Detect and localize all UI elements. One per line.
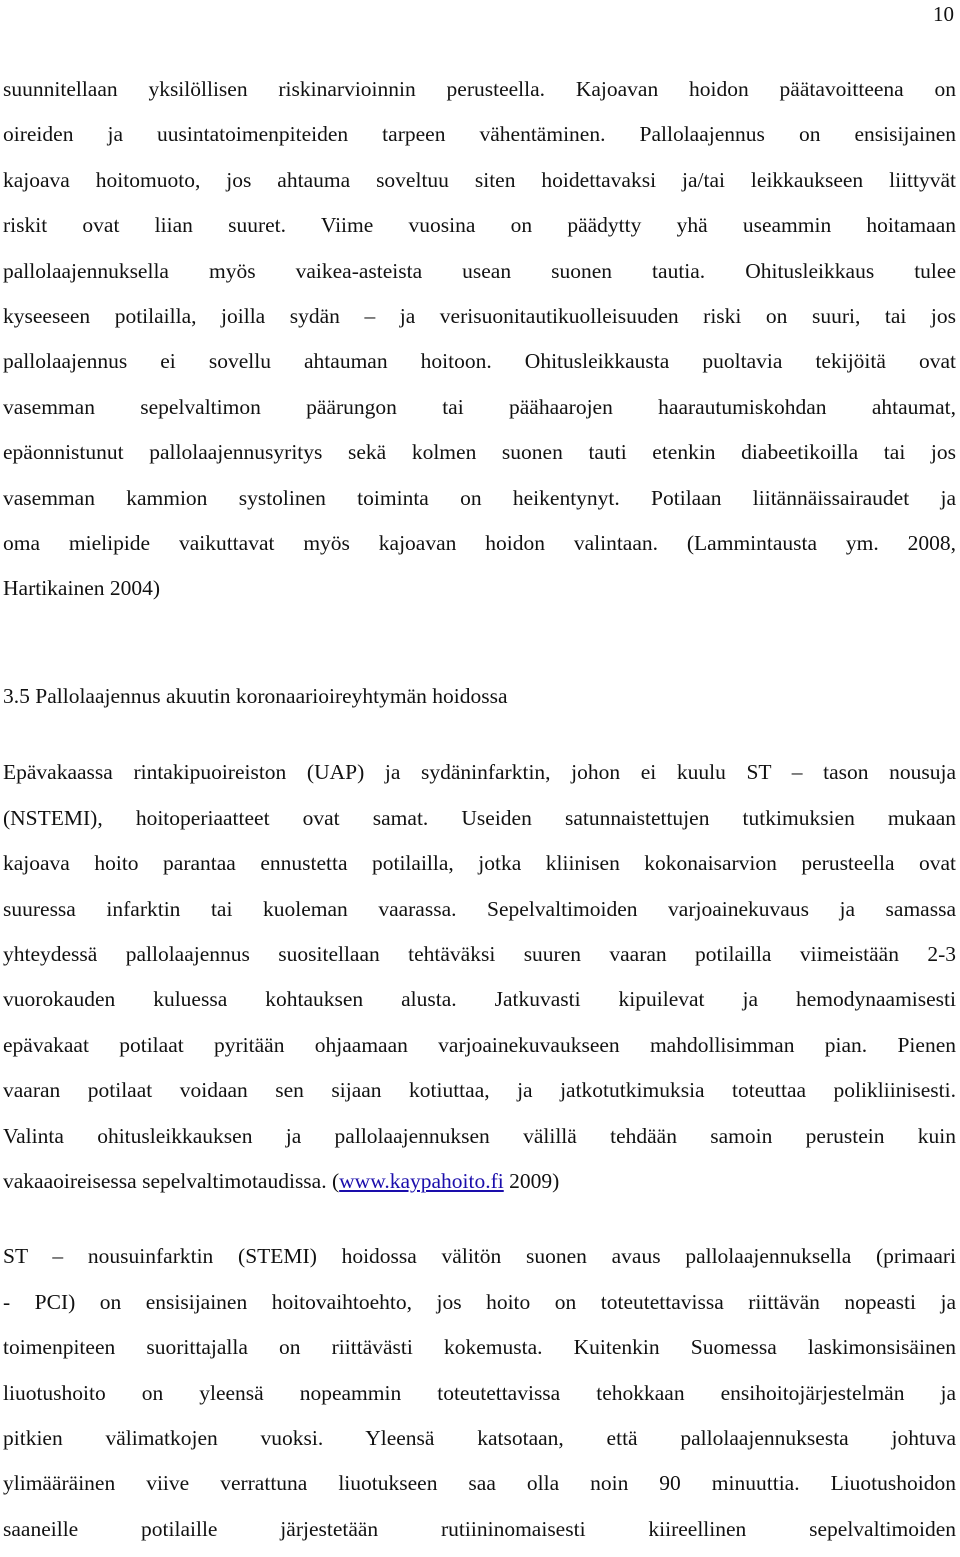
text-line: vaaran potilaat voidaan sen sijaan kotiuttaa, ja jatkotutkimuksia toteuttaa polikliinisesti. — [3, 1078, 956, 1103]
text-line: liuotushoito on yleensä nopeammin toteutettavissa tehokkaan ensihoitojärjestelmän ja — [3, 1380, 956, 1405]
text-line: Valinta ohitusleikkauksen ja pallolaajennuksen välillä tehdään samoin perustein kuin — [3, 1123, 956, 1148]
text-line: - PCI) on ensisijainen hoitovaihtoehto, jos hoito on toteutettavissa riittävän nopeasti ja — [3, 1289, 956, 1314]
document-body — [3, 67, 956, 1552]
text-line: vasemman sepelvaltimon päärungon tai päähaarojen haarautumiskohdan ahtaumat, — [3, 394, 956, 419]
text-line: pitkien välimatkojen vuoksi. Yleensä katsotaan, että pallolaajennuksesta johtuva — [3, 1425, 956, 1450]
section-heading: 3.5 Pallolaajennus akuutin koronaarioireyhtymän hoidossa — [3, 683, 508, 708]
text-line: vasemman kammion systolinen toiminta on heikentynyt. Potilaan liitännäissairaudet ja — [3, 485, 956, 510]
text-line — [3, 1159, 956, 1204]
text-line: ylimääräinen viive verrattuna liuotukseen saa olla noin 90 minuuttia. Liuotushoidon — [3, 1471, 956, 1496]
text-line: suunnitellaan yksilöllisen riskinarvioinnin perusteella. Kajoavan hoidon päätavoitteena on — [3, 77, 956, 101]
text-line: Epävakaassa rintakipuoireiston (UAP) ja sydäninfarktin, johon ei kuulu ST – tason nousuja — [3, 760, 956, 785]
text-line: kyseeseen potilailla, joilla sydän – ja verisuonitautikuolleisuuden riski on suuri, tai jos — [3, 304, 956, 329]
text-line: riskit ovat liian suuret. Viime vuosina on päädytty yhä useammin hoitamaan — [3, 213, 956, 238]
text-line: Hartikainen 2004) — [3, 576, 161, 601]
text-line: oma mielipide vaikuttavat myös kajoavan hoidon valintaan. (Lammintausta ym. 2008, — [3, 531, 956, 556]
citation-year: 2009) — [503, 1168, 560, 1193]
text-line: vuorokauden kuluessa kohtauksen alusta. Jatkuvasti kipuilevat ja hemodynaamisesti — [3, 987, 956, 1012]
text-line: epäonnistunut pallolaajennusyritys sekä kolmen suonen tauti etenkin diabeetikoilla tai jos — [3, 440, 956, 465]
paragraph-stemi-treatment — [3, 1234, 956, 1552]
text-line: suuressa infarktin tai kuoleman vaarassa. Sepelvaltimoiden varjoainekuvaus ja samassa — [3, 896, 956, 921]
text-line: toimenpiteen suorittajalla on riittävästi kokemusta. Kuitenkin Suomessa laskimonsisäinen — [3, 1335, 956, 1360]
text-line: kajoava hoito parantaa ennustetta potilailla, jotka kliinisen kokonaisarvion perusteella ovat — [3, 851, 956, 876]
text-line: pallolaajennuksella myös vaikea-asteista usean suonen tautia. Ohitusleikkaus tulee — [3, 258, 956, 283]
text-line: (NSTEMI), hoitoperiaatteet ovat samat. Useiden satunnaistettujen tutkimuksien mukaan — [3, 805, 956, 830]
kaypahoito-link[interactable]: www.kaypahoito.fi — [339, 1168, 504, 1193]
text-line: epävakaat potilaat pyritään ohjaamaan varjoainekuvaukseen mahdollisimman pian. Pienen — [3, 1032, 956, 1057]
text-line: oireiden ja uusintatoimenpiteiden tarpeen vähentäminen. Pallolaajennus on ensisijainen — [3, 122, 956, 147]
text-line: kajoava hoitomuoto, jos ahtauma soveltuu siten hoidettavaksi ja/tai leikkaukseen liittyvät — [3, 167, 956, 192]
text-line: ST – nousuinfarktin (STEMI) hoidossa välitön suonen avaus pallolaajennuksella (primaari — [3, 1244, 956, 1269]
text-line: saaneille potilaille järjestetään rutiininomaisesti kiireellinen sepelvaltimoiden — [3, 1516, 956, 1541]
paragraph-invasive-treatment — [3, 67, 956, 612]
text-line: pallolaajennus ei sovellu ahtauman hoitoon. Ohitusleikkausta puoltavia tekijöitä ovat — [3, 349, 956, 374]
paragraph-acs-treatment — [3, 750, 956, 1204]
text-line: yhteydessä pallolaajennus suositellaan tehtäväksi suuren vaaran potilailla viimeistään 2-3 — [3, 941, 956, 966]
citation-text: vakaaoireisessa sepelvaltimotaudissa. ( — [3, 1168, 340, 1193]
page-number: 10 — [933, 2, 954, 26]
